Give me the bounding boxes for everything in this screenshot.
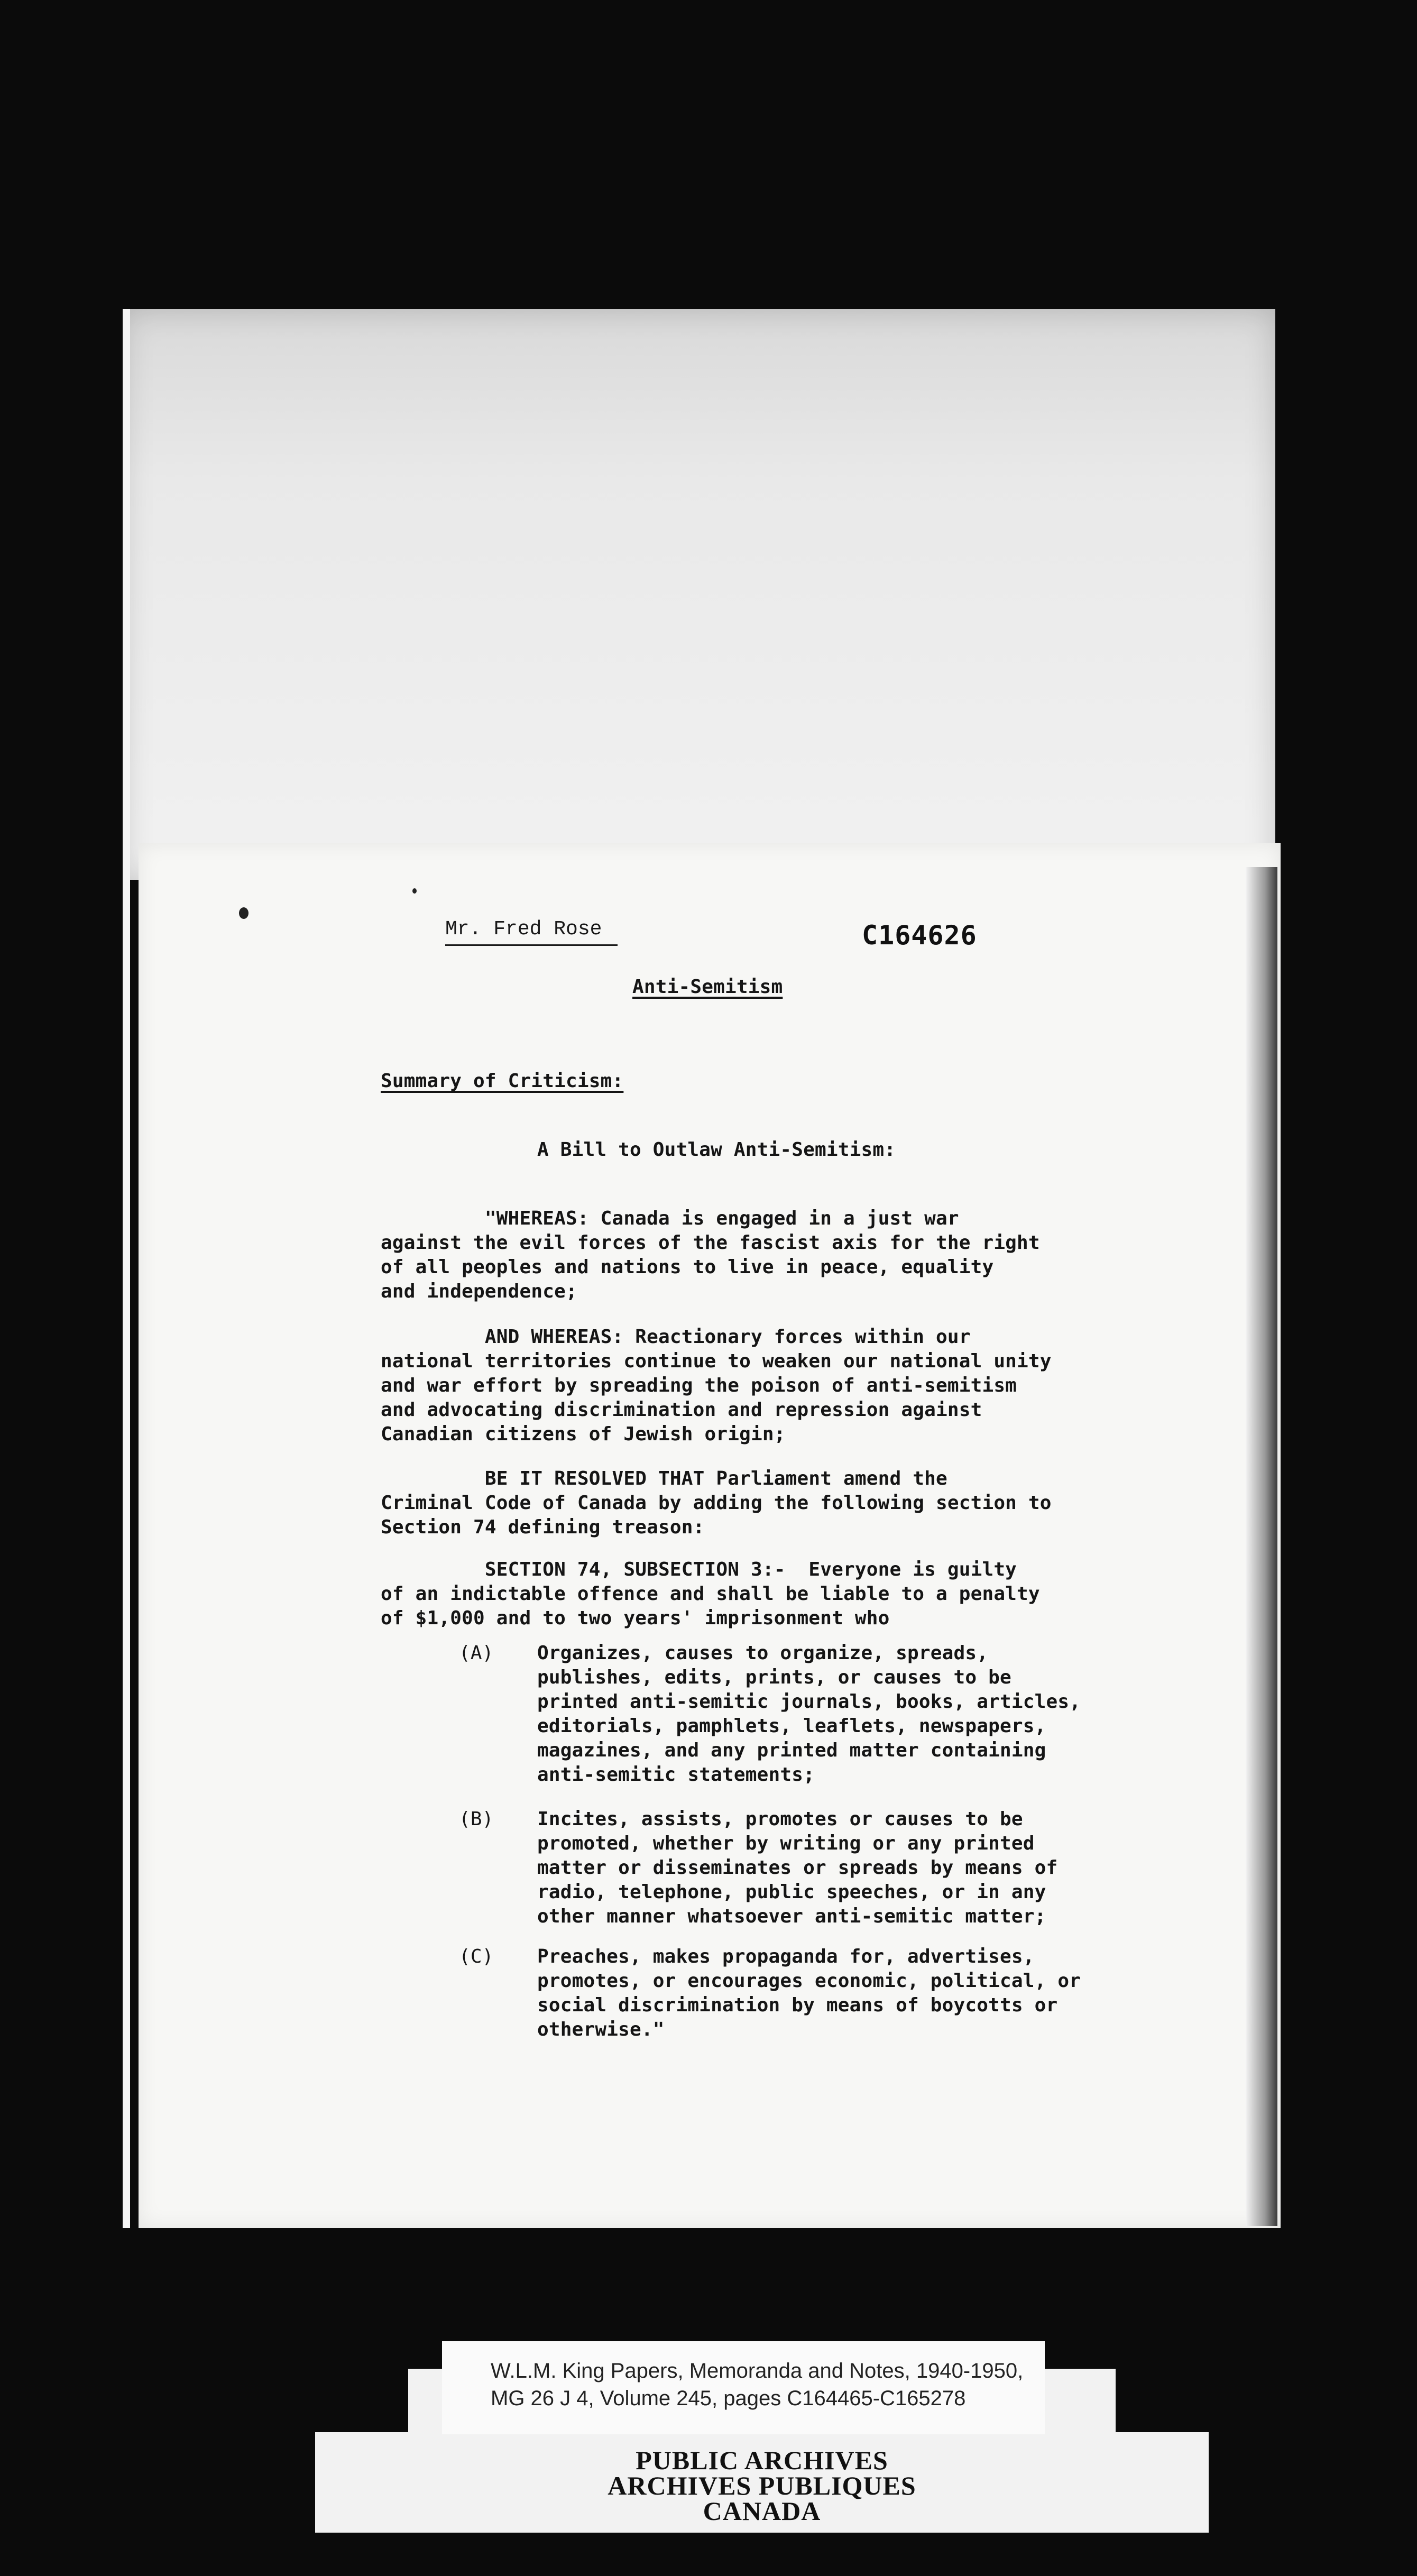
stamp-line-archives-publiques: ARCHIVES PUBLIQUES	[608, 2471, 916, 2500]
reference-number: C164626	[862, 920, 977, 951]
stamp-notch	[1116, 2369, 1209, 2432]
item-line: Preaches, makes propaganda for, advertises,	[537, 1946, 1035, 1967]
paragraph-line: of $1,000 and to two years' imprisonment who	[381, 1607, 890, 1629]
item-line: editorials, pamphlets, leaflets, newspapers,	[537, 1715, 1046, 1737]
page-edge-shadow	[1246, 867, 1277, 2226]
paragraph-line: and advocating discrimination and repression against	[381, 1399, 982, 1421]
item-line: matter or disseminates or spreads by means of	[537, 1857, 1058, 1879]
item-marker: (C)	[459, 1946, 494, 1967]
item-line: Incites, assists, promotes or causes to be	[537, 1808, 1023, 1830]
ink-speck	[239, 907, 249, 919]
author-line: Mr. Fred Rose	[445, 918, 602, 941]
paragraph-line: Criminal Code of Canada by adding the following section to	[381, 1492, 1052, 1514]
bill-title: A Bill to Outlaw Anti-Semitism:	[537, 1139, 896, 1161]
stamp-notch	[315, 2369, 408, 2432]
back-sheet	[123, 309, 1275, 880]
item-marker: (B)	[459, 1808, 494, 1830]
paragraph-line: against the evil forces of the fascist axis for the right	[381, 1232, 1040, 1254]
stamp-line-canada: CANADA	[703, 2496, 821, 2526]
paragraph-line: Canadian citizens of Jewish origin;	[381, 1423, 786, 1445]
section-heading: Summary of Criticism:	[381, 1070, 624, 1092]
paragraph-line: BE IT RESOLVED THAT Parliament amend the	[381, 1468, 947, 1489]
item-line: magazines, and any printed matter containing	[537, 1740, 1046, 1761]
paragraph-line: of an indictable offence and shall be liable to a penalty	[381, 1583, 1040, 1605]
item-line: promoted, whether by writing or any printed	[537, 1833, 1035, 1854]
ink-speck	[412, 888, 417, 894]
item-line: Organizes, causes to organize, spreads,	[537, 1642, 989, 1664]
item-line: radio, telephone, public speeches, or in any	[537, 1881, 1046, 1903]
document-page	[139, 843, 1281, 2228]
paragraph-line: of all peoples and nations to live in peace, equality	[381, 1256, 994, 1278]
paragraph-line: SECTION 74, SUBSECTION 3:- Everyone is guilty	[381, 1559, 1017, 1580]
paragraph-line: national territories continue to weaken our national unity	[381, 1350, 1052, 1372]
item-line: other manner whatsoever anti-semitic matter;	[537, 1906, 1046, 1927]
paragraph-line: AND WHEREAS: Reactionary forces within our	[381, 1326, 971, 1348]
paragraph-line: Section 74 defining treason:	[381, 1516, 705, 1538]
archive-caption	[491, 2357, 1041, 2412]
paragraph-line: and independence;	[381, 1281, 577, 1302]
item-marker: (A)	[459, 1642, 494, 1664]
item-line: publishes, edits, prints, or causes to be	[537, 1667, 1011, 1688]
item-line: otherwise."	[537, 2019, 665, 2040]
paragraph-line: and war effort by spreading the poison of anti-semitism	[381, 1375, 1017, 1396]
item-line: printed anti-semitic journals, books, articles,	[537, 1691, 1081, 1713]
paragraph-line: "WHEREAS: Canada is engaged in a just war	[381, 1208, 959, 1229]
stamp-line-public-archives: PUBLIC ARCHIVES	[636, 2445, 888, 2475]
caption-line: MG 26 J 4, Volume 245, pages C164465-C165278	[491, 2387, 966, 2410]
item-line: social discrimination by means of boycotts or	[537, 1994, 1058, 2016]
document-title: Anti-Semitism	[632, 976, 783, 998]
author-underline	[445, 944, 618, 946]
item-line: anti-semitic statements;	[537, 1764, 815, 1786]
caption-line: W.L.M. King Papers, Memoranda and Notes, 1940-1950,	[491, 2359, 1024, 2382]
back-sheet-edge	[123, 309, 130, 2228]
item-line: promotes, or encourages economic, political, or	[537, 1970, 1081, 1992]
